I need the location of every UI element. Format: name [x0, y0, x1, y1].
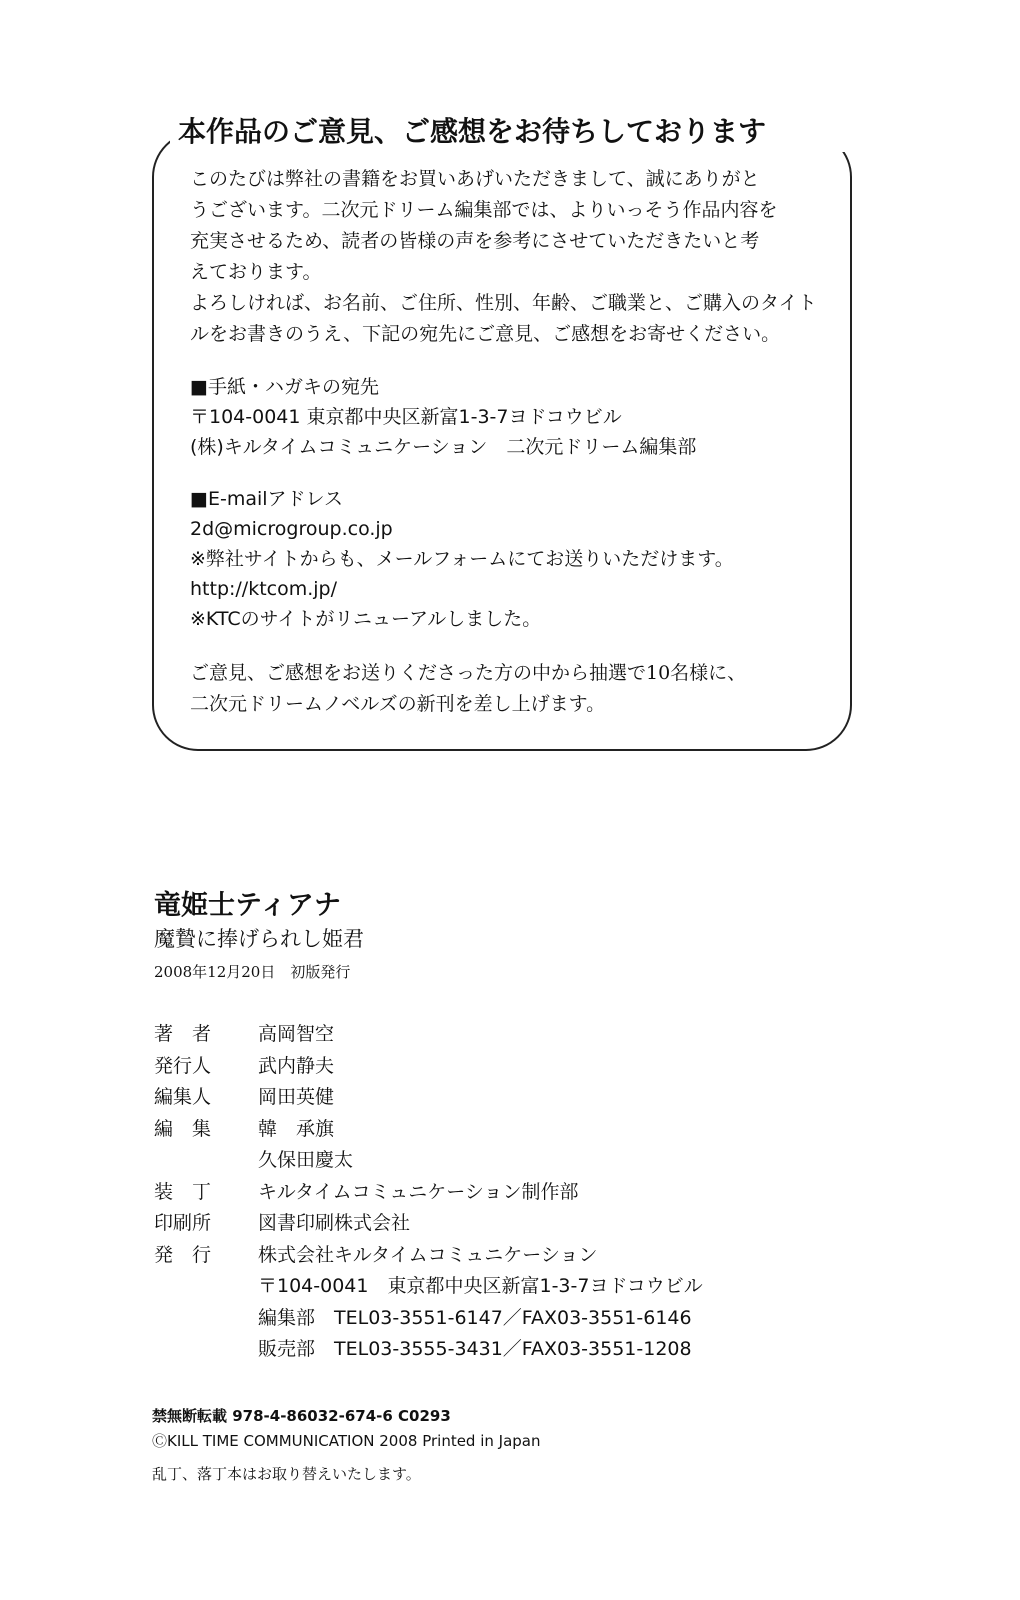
credit-name: 韓 承旗 — [258, 1117, 335, 1140]
credit-name: キルタイムコミュニケーション制作部 — [258, 1180, 579, 1203]
credit-role: 装 丁 — [154, 1180, 212, 1203]
publication-date: 2008年12月20日 初版発行 — [154, 963, 351, 981]
credit-role: 編集人 — [154, 1086, 212, 1109]
credit-role: 印刷所 — [154, 1212, 212, 1235]
credit-row — [154, 1017, 794, 1049]
credit-row — [154, 1238, 794, 1270]
credit-name: 株式会社キルタイムコミュニケーション — [258, 1243, 598, 1266]
credit-role: 著 者 — [154, 1023, 212, 1046]
credits-list — [154, 1017, 794, 1364]
mail-contact — [190, 372, 830, 462]
email-contact — [190, 484, 830, 634]
credit-name: 高岡智空 — [258, 1023, 335, 1046]
credit-row — [154, 1269, 794, 1301]
credit-row — [154, 1049, 794, 1081]
site-renewal-note: ※KTCのサイトがリニューアルしました。 — [190, 608, 542, 630]
credit-role: 発 行 — [154, 1243, 212, 1266]
replacement-notice: 乱丁、落丁本はお取り替えいたします。 — [152, 1465, 421, 1483]
credit-row — [154, 1175, 794, 1207]
lottery-note: ご意見、ご感想をお送りくださった方の中から抽選で10名様に、 二次元ドリームノベルズの新刊を差し上げます。 — [190, 662, 747, 715]
credit-name: 編集部 TEL03-3551-6147／FAX03-3551-6146 — [258, 1306, 692, 1329]
credit-name: 岡田英健 — [258, 1086, 335, 1109]
credit-name: 武内静夫 — [258, 1054, 335, 1077]
credit-row — [154, 1112, 794, 1144]
copyright-line: ⒸKILL TIME COMMUNICATION 2008 Printed in Japan — [152, 1432, 541, 1450]
mail-recipient: (株)キルタイムコミュニケーション 二次元ドリーム編集部 — [190, 436, 697, 458]
credit-row — [154, 1332, 794, 1364]
credit-role: 発行人 — [154, 1054, 212, 1077]
book-subtitle: 魔贄に捧げられし姫君 — [154, 927, 364, 951]
credit-row — [154, 1301, 794, 1333]
email-contact-title: ■E-mailアドレス — [190, 488, 343, 510]
credit-row — [154, 1143, 794, 1175]
feedback-body — [190, 164, 830, 720]
email-address: 2d@microgroup.co.jp — [190, 518, 393, 540]
feedback-intro: このたびは弊社の書籍をお買いあげいただきまして、誠にありがと うございます。二次元ドリーム編集部では、よりいっそう作品内容を 充実させるため、読者の皆様の声を参考にさせていただきたいと考 えております。 よろしければ、お名前、ご住所、性別、年齢、ご職業と、ご購入のタイト ルをお書きのうえ、下記の宛先にご意見、ご感想をお寄せください。 — [190, 168, 817, 345]
credit-role: 編 集 — [154, 1117, 212, 1140]
credit-name: 〒104-0041 東京都中央区新富1-3-7ヨドコウビル — [258, 1275, 703, 1298]
credit-name: 販売部 TEL03-3555-3431／FAX03-3551-1208 — [258, 1338, 692, 1361]
book-title: 竜姫士ティアナ — [154, 890, 341, 921]
isbn-line: 禁無断転載 978-4-86032-674-6 C0293 — [152, 1407, 451, 1425]
credit-row — [154, 1080, 794, 1112]
credit-name: 図書印刷株式会社 — [258, 1212, 411, 1235]
feedback-heading: 本作品のご意見、ご感想をお待ちしております — [170, 112, 856, 152]
mail-address: 〒104-0041 東京都中央区新富1-3-7ヨドコウビル — [190, 406, 622, 428]
mail-contact-title: ■手紙・ハガキの宛先 — [190, 376, 379, 398]
credit-name: 久保田慶太 — [258, 1149, 354, 1172]
site-url: http://ktcom.jp/ — [190, 578, 338, 600]
email-form-note: ※弊社サイトからも、メールフォームにてお送りいただけます。 — [190, 548, 734, 570]
credit-row — [154, 1206, 794, 1238]
